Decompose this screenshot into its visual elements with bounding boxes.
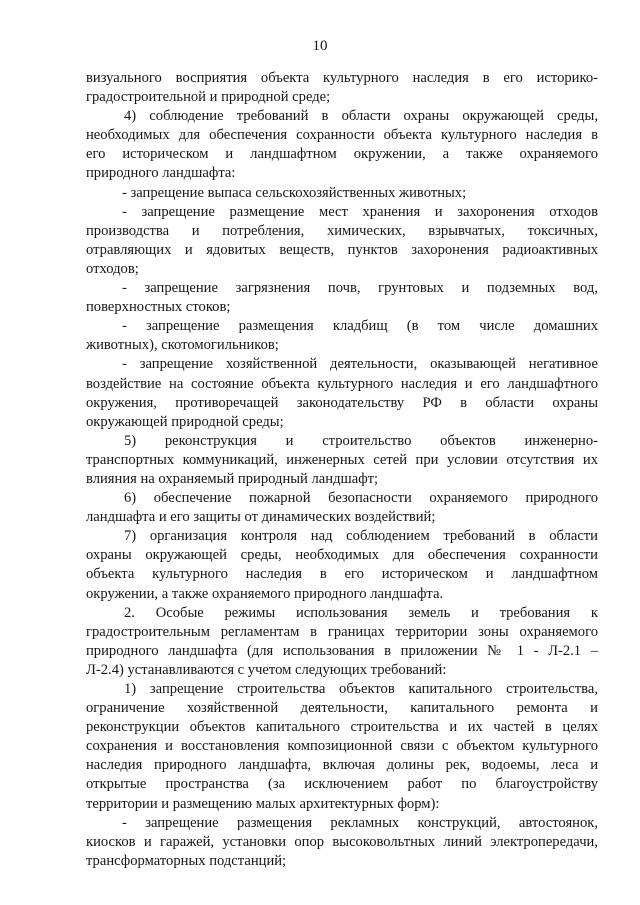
text-line: ограничение хозяйственной деятельности, капитального ремонта и xyxy=(86,700,598,717)
text-line: градостроительным регламентам в границах территории зоны охраняемого xyxy=(86,623,598,640)
text-line: окружающей природной среды; xyxy=(86,413,284,430)
text-line: наследия природного ландшафта, включая долины рек, водоемы, леса и xyxy=(86,757,598,774)
text-line: 7) организация контроля над соблюдением требований в области xyxy=(124,528,598,545)
text-line: окружении, а также охраняемого природного ландшафта. xyxy=(86,585,444,602)
text-line: отравляющих и ядовитых веществ, пунктов захоронения радиоактивных xyxy=(86,241,598,258)
text-line: - запрещение хозяйственной деятельности, оказывающей негативное xyxy=(122,356,598,373)
text-line: трансформаторных подстанций; xyxy=(86,852,287,869)
text-line: 5) реконструкция и строительство объектов инженерно- xyxy=(124,432,598,449)
text-line: производства и потребления, химических, взрывчатых, токсичных, xyxy=(86,222,598,239)
document-body xyxy=(86,69,598,871)
text-line: открытые пространства (за исключением работ по благоустройству xyxy=(86,776,598,793)
text-line: сохранения и восстановления композиционной связи с объектом культурного xyxy=(86,738,598,755)
text-line: необходимых для обеспечения сохранности объекта культурного наследия в xyxy=(86,127,598,144)
text-line: воздействие на состояние объекта культурного наследия и его ландшафтного xyxy=(86,375,598,392)
text-line: поверхностных стоков; xyxy=(86,299,231,316)
text-line: 4) соблюдение требований в области охраны окружающей среды, xyxy=(124,108,598,125)
text-line: - запрещение размещение мест хранения и захоронения отходов xyxy=(122,203,598,220)
text-line: 2. Особые режимы использования земель и требования к xyxy=(124,604,598,621)
page-number: 10 xyxy=(312,38,328,54)
text-line: - запрещение загрязнения почв, грунтовых и подземных вод, xyxy=(122,280,598,297)
text-line: окружения, противоречащей законодательству РФ в области охраны xyxy=(86,394,598,411)
text-line: природного ландшафта (для использования в приложении № 1 - Л-2.1 – xyxy=(86,642,598,659)
text-line: градостроительной и природной среде; xyxy=(86,89,331,106)
text-line: - запрещение размещения рекламных конструкций, автостоянок, xyxy=(122,814,598,831)
text-line: его историческом и ландшафтном окружении, а также охраняемого xyxy=(86,146,598,163)
text-line: 6) обеспечение пожарной безопасности охраняемого природного xyxy=(124,490,598,507)
text-line: Л-2.4) устанавливаются с учетом следующих требований: xyxy=(86,661,447,678)
text-line: отходов; xyxy=(86,260,139,277)
text-line: визуального восприятия объекта культурного наследия в его историко- xyxy=(86,70,598,86)
text-line: - запрещение размещения кладбищ (в том числе домашних xyxy=(122,318,598,335)
text-line: охраны окружающей среды, необходимых для обеспечения сохранности xyxy=(86,547,598,564)
text-line: природного ландшафта: xyxy=(86,165,236,182)
text-line: влияния на охраняемый природный ландшафт; xyxy=(86,470,379,487)
text-line: животных), скотомогильников; xyxy=(86,337,279,354)
text-line: объекта культурного наследия в его историческом и ландшафтном xyxy=(86,566,598,583)
text-line: реконструкции объектов капитального строительства и их частей в целях xyxy=(86,719,598,736)
text-line: территории и размещению малых архитектурных форм): xyxy=(86,795,440,812)
text-line: ландшафта и его защиты от динамических воздействий; xyxy=(86,509,436,526)
text-line: - запрещение выпаса сельскохозяйственных животных; xyxy=(122,184,467,201)
text-line: киосков и гаражей, установки опор высоковольтных линий электропередачи, xyxy=(86,833,598,850)
text-line: транспортных коммуникаций, инженерных сетей при условии отсутствия их xyxy=(86,451,598,468)
text-line: 1) запрещение строительства объектов капитального строительства, xyxy=(124,681,598,697)
